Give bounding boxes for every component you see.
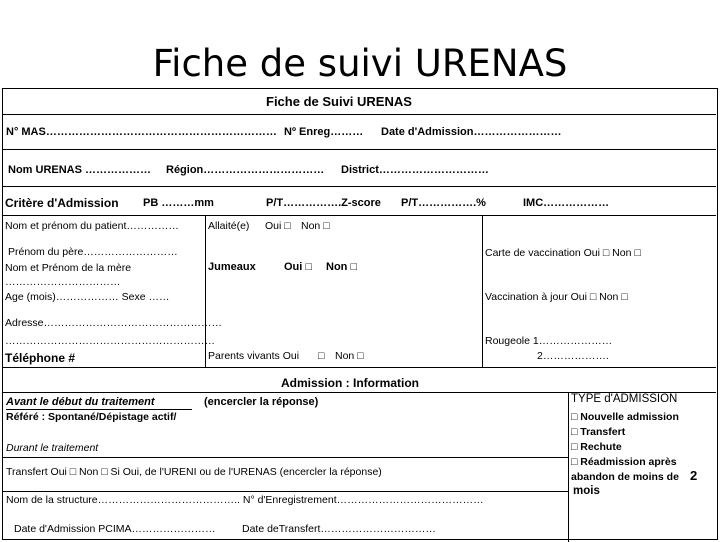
encercler-note: (encercler la réponse) <box>204 396 319 408</box>
mas-field[interactable]: N° MAS……………………………………………………… <box>6 126 277 138</box>
age-sexe-field[interactable]: Age (mois)……………… Sexe …… <box>5 291 170 303</box>
transfert-field[interactable]: Transfert Oui □ Non □ Si Oui, de l'URENI ou de l'URENAS (encercler la réponse) <box>6 466 382 478</box>
prenom-pere-field[interactable]: Prénom du père……………………… <box>8 246 178 258</box>
urenas-form <box>2 88 718 540</box>
adresse-field-line2[interactable]: …………………………………………………… <box>5 335 215 347</box>
critere-label: Critère d'Admission <box>5 196 119 210</box>
date-transfert-field[interactable]: Date deTransfert…………………………… <box>242 523 436 535</box>
transfert-checkbox[interactable]: □ Transfert <box>571 426 626 438</box>
admission-header: Admission : Information <box>281 376 419 390</box>
abandon-label: abandon de moins de <box>571 471 679 483</box>
pb-field[interactable]: PB ………mm <box>143 197 214 209</box>
type-admission-title: TYPE d'ADMISSION <box>571 393 678 405</box>
rechute-checkbox[interactable]: □ Rechute <box>571 441 622 453</box>
date-admission-pcima-field[interactable]: Date d'Admission PCIMA…………………… <box>14 523 216 535</box>
nouvelle-admission-checkbox[interactable]: □ Nouvelle admission <box>571 411 679 423</box>
structure-field[interactable]: Nom de la structure………………………………….. N° d'Enregistrement…………………………………… <box>6 494 484 506</box>
mois-label: mois <box>573 485 600 497</box>
region-field[interactable]: Région…………………………… <box>166 164 325 176</box>
deux-value: 2 <box>690 468 698 483</box>
divider <box>3 457 568 458</box>
divider <box>3 149 716 150</box>
underline <box>6 409 192 410</box>
refere-field[interactable]: Référé : Spontané/Dépistage actif/ <box>6 411 177 423</box>
nom-prenom-field[interactable]: Nom et prénom du patient…………… <box>5 220 179 232</box>
allaite-label: Allaité(e) <box>208 220 250 232</box>
nom-mere-field[interactable]: …………………………… <box>5 276 121 288</box>
nom-urenas-field[interactable]: Nom URENAS ……………… <box>8 164 152 176</box>
form-header: Fiche de Suivi URENAS <box>266 94 412 109</box>
telephone-field[interactable]: Téléphone # <box>5 351 76 365</box>
allaite-non-checkbox[interactable]: Non □ <box>301 220 330 232</box>
date-admission-field[interactable]: Date d'Admission…………………… <box>381 126 562 138</box>
carte-vaccination-field[interactable]: Carte de vaccination Oui □ Non □ <box>485 247 641 259</box>
slide-title: Fiche de suivi URENAS <box>152 42 568 85</box>
divider <box>568 392 569 542</box>
durant-traitement-label: Durant le traitement <box>6 442 99 454</box>
vaccination-jour-field[interactable]: Vaccination à jour Oui □ Non □ <box>485 291 628 303</box>
jumeaux-oui-checkbox[interactable]: Oui □ <box>284 261 313 273</box>
enreg-field[interactable]: Nº Enreg……… <box>284 126 364 138</box>
divider <box>3 367 716 368</box>
divider <box>3 186 716 187</box>
parents-oui-checkbox[interactable]: □ <box>318 350 325 362</box>
divider <box>3 114 716 115</box>
rougeole-2-field[interactable]: 2………………. <box>537 350 609 362</box>
adresse-field[interactable]: Adresse…………………………………………… <box>5 317 223 329</box>
imc-field[interactable]: IMC……………… <box>523 197 610 209</box>
pt-zscore-field[interactable]: P/T…………….Z-score <box>266 197 381 209</box>
nom-mere-label: Nom et Prénom de la mère <box>5 262 132 274</box>
avant-traitement-label: Avant le début du traitement <box>6 396 155 408</box>
jumeaux-label: Jumeaux <box>208 261 256 273</box>
readmission-checkbox[interactable]: □ Réadmission après <box>571 456 677 468</box>
district-field[interactable]: District………………………… <box>341 164 489 176</box>
divider <box>3 491 568 492</box>
jumeaux-non-checkbox[interactable]: Non □ <box>326 261 358 273</box>
divider <box>3 215 716 216</box>
divider <box>482 215 483 367</box>
rougeole-1-field[interactable]: Rougeole 1………………… <box>485 335 613 347</box>
parents-vivants-label: Parents vivants Oui <box>208 350 300 362</box>
allaite-oui-checkbox[interactable]: Oui □ <box>265 220 291 232</box>
parents-non-checkbox[interactable]: Non □ <box>335 350 364 362</box>
pt-percent-field[interactable]: P/T…………….% <box>401 197 486 209</box>
